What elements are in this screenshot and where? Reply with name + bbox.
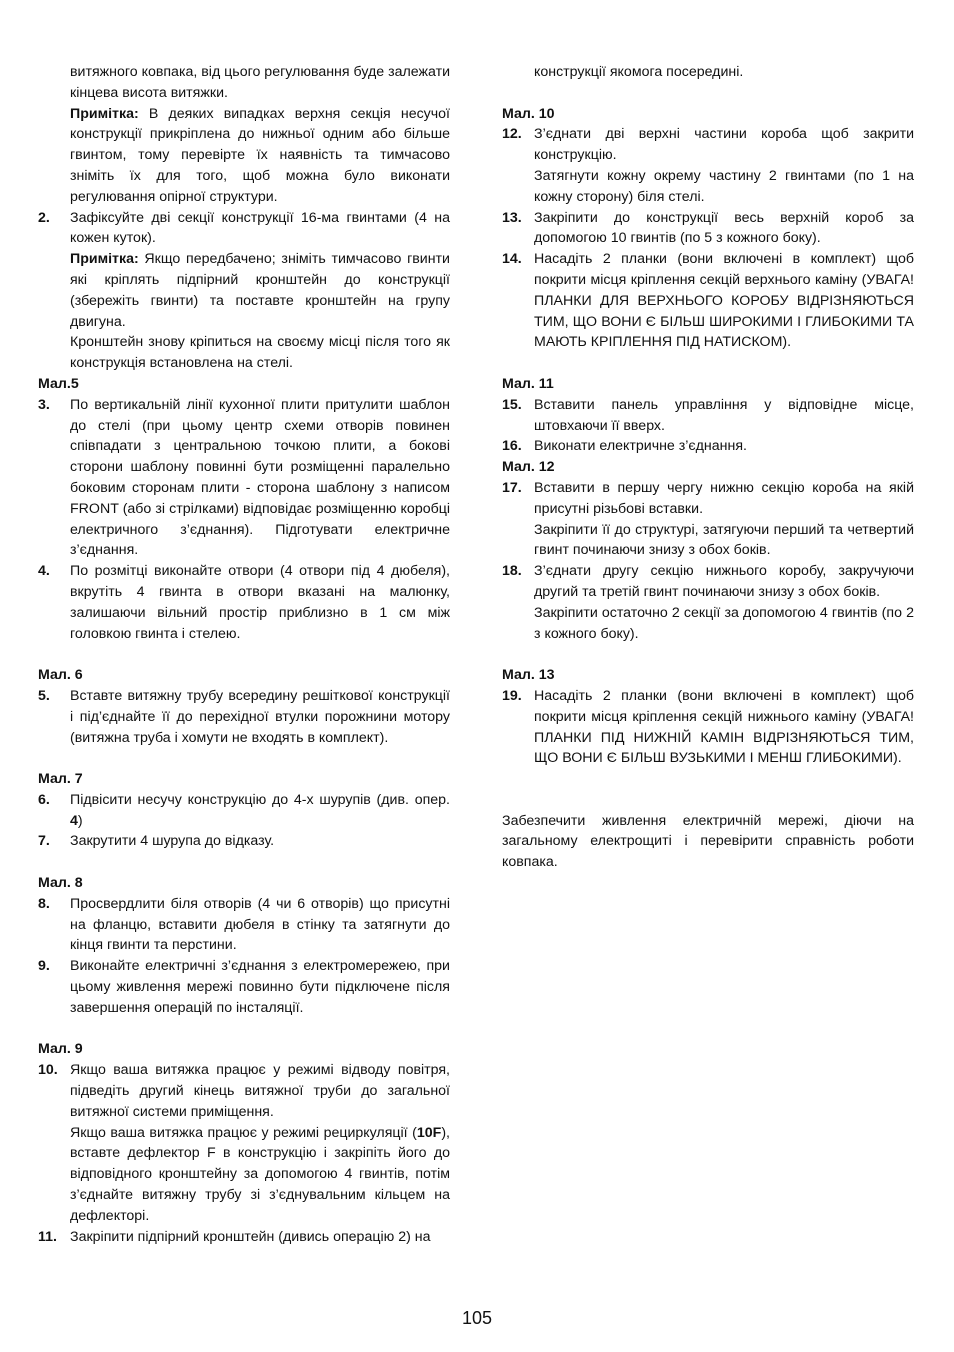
step-number: 2. — [38, 209, 50, 226]
step-text: Виконати електричне з’єднання. — [534, 438, 747, 455]
step-text: По вертикальній лінії кухонної плити притулити шаблон до стелі (при цьому центр схеми отворів повинен співпадати з центральною точкою плити, а бокові сторони шаблону повинні бути розміщенні паралельно боковим сторонам плити - сторона шаблону з написом FRONT (або зі стрілками) відповідає розміщенню коробці електричного з’єднання). Підготувати електричне з’єднання. — [70, 396, 450, 559]
step-text: Закріпити підпірний кронштейн (дивись операцію 2) на — [70, 1228, 431, 1245]
step-17 — [502, 478, 914, 520]
step-16 — [502, 436, 914, 457]
step-number: 7. — [38, 833, 50, 850]
left-column — [38, 62, 450, 1247]
note-paragraph — [38, 249, 450, 332]
step-text: Якщо ваша витяжка працює у режимі рециркуляції ( — [70, 1124, 417, 1141]
step-2-extra: Кронштейн знову кріпиться на своєму місці після того як конструкція встановлена на стелі. — [70, 334, 450, 372]
step-text-end: ), вставте дефлектор F в конструкцію і закріпіть його до відповідного кронштейну за допомогою 4 гвинтів, потім з’єднайте витяжну трубу зі з’єднувальним кільцем на дефлекторі. — [70, 1124, 450, 1224]
step-number: 13. — [502, 209, 522, 226]
step-text: Якщо ваша витяжка працює у режимі відводу повітря, підведіть другий кінець витяжної труби до загальної витяжної системи приміщення. — [70, 1062, 450, 1120]
step-text: По розмітці виконайте отвори (4 отвори під 4 дюбеля), вкрутіть 4 гвинта в отвори вказані на малюнку, залишаючи вільний простір приблизно в 1 см між головкою гвинта і стелею. — [70, 563, 450, 642]
step-text-end: ) — [77, 812, 83, 829]
note-paragraph — [38, 104, 450, 208]
step-text: Вставте витяжну трубу всередину решіткової конструкції і під’єднайте її до перехідної втулки порожнини мотору (витяжна труба і хомути не входять в комплект). — [70, 687, 450, 746]
step-9 — [38, 956, 450, 1018]
step-6 — [38, 790, 450, 832]
step-12 — [502, 124, 914, 166]
final-instruction: Забезпечити живлення електричній мережі, діючи на загальному електрощиті і перевірити справність роботи ковпака. — [502, 812, 914, 871]
step-18 — [502, 561, 914, 603]
step-12-extra: Затягнути кожну окрему частину 2 гвинтами (по 1 на кожну сторону) біля стелі. — [534, 167, 914, 205]
step-number: 12. — [502, 126, 522, 143]
figure-heading: Мал. 6 — [38, 667, 83, 684]
step-text: Підвісити несучу конструкцію до 4-х шурупів (див. опер. — [70, 791, 450, 808]
step-10-extra — [38, 1123, 450, 1227]
right-column — [502, 62, 914, 873]
step-text: Насадіть 2 планки (вони включені в комплект) щоб покрити місця кріплення секцій нижнього каміну (УВАГА! ПЛАНКИ ПІД НИЖНІЙ КАМІН ВІДРІЗНЯЮТЬСЯ ТИМ, ЩО ВОНИ Є БІЛЬШ ВУЗЬКИМИ І МЕНШ ГЛИБОКИМИ). — [534, 687, 914, 767]
step-text: Зафіксуйте дві секції конструкції 16-ма гвинтами (4 на кожен куток). — [70, 209, 450, 247]
figure-heading: Мал. 12 — [502, 459, 555, 476]
step-ref: 4 — [70, 812, 78, 829]
figure-heading: Мал. 8 — [38, 875, 83, 892]
step-text: Закріпити до конструкції весь верхній короб за допомогою 10 гвинтів (по 5 з кожного боку). — [534, 209, 914, 247]
step-number: 6. — [38, 791, 50, 808]
step-number: 17. — [502, 479, 522, 496]
step-number: 5. — [38, 687, 50, 704]
step-number: 3. — [38, 396, 50, 413]
paragraph-continuation: конструкції якомога посередині. — [534, 64, 744, 80]
step-text: Виконайте електричні з’єднання з електромережею, при цьому живлення мережі повинно бути підключене після завершення операцій по інсталяції. — [70, 958, 450, 1016]
figure-heading: Мал. 11 — [502, 375, 554, 392]
step-11 — [38, 1227, 450, 1248]
note-label: Примітка: — [70, 251, 139, 268]
step-text: Вставити в першу чергу нижню секцію короба на якій присутні різьбові вставки. — [534, 479, 914, 517]
step-text: З’єднати дві верхні частини короба щоб закрити конструкцію. — [534, 126, 914, 164]
step-13 — [502, 208, 914, 250]
figure-heading: Мал.5 — [38, 375, 79, 392]
step-18-extra: Закріпити остаточно 2 секції за допомогою 4 гвинтів (по 2 з кожного боку). — [534, 604, 914, 642]
figure-heading: Мал. 7 — [38, 771, 83, 788]
step-17-extra: Закріпити її до структурі, затягуючи перший та четвертий гвинт починаючи знизу з обох боків. — [534, 521, 914, 559]
note-text: Якщо передбачено; зніміть тимчасово гвинти які кріплять підпірний кронштейн до конструкції (збережіть гвинти) та поставте кронштейн на групу двигуна. — [70, 251, 450, 330]
step-number: 15. — [502, 396, 522, 413]
step-19 — [502, 686, 914, 769]
page-number: 105 — [461, 1308, 493, 1328]
step-15 — [502, 395, 914, 437]
step-number: 9. — [38, 958, 50, 975]
step-5 — [38, 686, 450, 748]
step-number: 19. — [502, 687, 522, 704]
step-10 — [38, 1060, 450, 1122]
step-number: 18. — [502, 563, 522, 580]
figure-heading: Мал. 9 — [38, 1041, 83, 1058]
step-text: Насадіть 2 планки (вони включені в комплект) щоб покрити місця кріплення секцій верхнього каміну (УВАГА! ПЛАНКИ ДЛЯ ВЕРХНЬОГО КОРОБУ ВІДРІЗНЯЮТЬСЯ ТИМ, ЩО ВОНИ Є БІЛЬШ ШИРОКИМИ І ГЛИБОКИМИ ТА МАЮТЬ КРІПЛЕННЯ ПІД НАТИСКОМ). — [534, 251, 914, 351]
figure-heading: Мал. 10 — [502, 105, 555, 122]
step-number: 16. — [502, 438, 522, 455]
step-3 — [38, 395, 450, 561]
step-4 — [38, 561, 450, 644]
step-number: 10. — [38, 1062, 58, 1079]
step-7 — [38, 831, 450, 852]
step-number: 14. — [502, 251, 522, 268]
step-text: З’єднати другу секцію нижнього коробу, закручуючи другий та третій гвинт починаючи знизу з обох боків. — [534, 563, 914, 600]
step-2 — [38, 208, 450, 250]
step-text: Вставити панель управління у відповідне місце, штовхаючи її вверх. — [534, 396, 914, 434]
step-8 — [38, 894, 450, 956]
step-number: 4. — [38, 563, 50, 580]
note-text: В деяких випадках верхня секція несучої конструкції прикріплена до нижньої одним або більше гвинтом, тому перевірте їх наявність та тимчасово зніміть їх для того, щоб можна було виконати регулювання опірної структури. — [70, 105, 450, 205]
figure-heading: Мал. 13 — [502, 667, 555, 684]
note-label: Примітка: — [70, 105, 139, 122]
step-ref: 10F — [416, 1124, 442, 1141]
step-14 — [502, 249, 914, 353]
step-text: Просвердлити біля отворів (4 чи 6 отворів) що присутні на фланцю, вставити дюбеля в стінку та затягнути до кінця гвинти та перстини. — [70, 895, 450, 954]
step-text: Закрутити 4 шурупа до відказу. — [70, 833, 275, 850]
step-number: 8. — [38, 895, 50, 912]
step-number: 11. — [38, 1228, 57, 1245]
paragraph-continuation: витяжного ковпака, від цього регулювання буде залежати кінцева висота витяжки. — [70, 64, 450, 101]
